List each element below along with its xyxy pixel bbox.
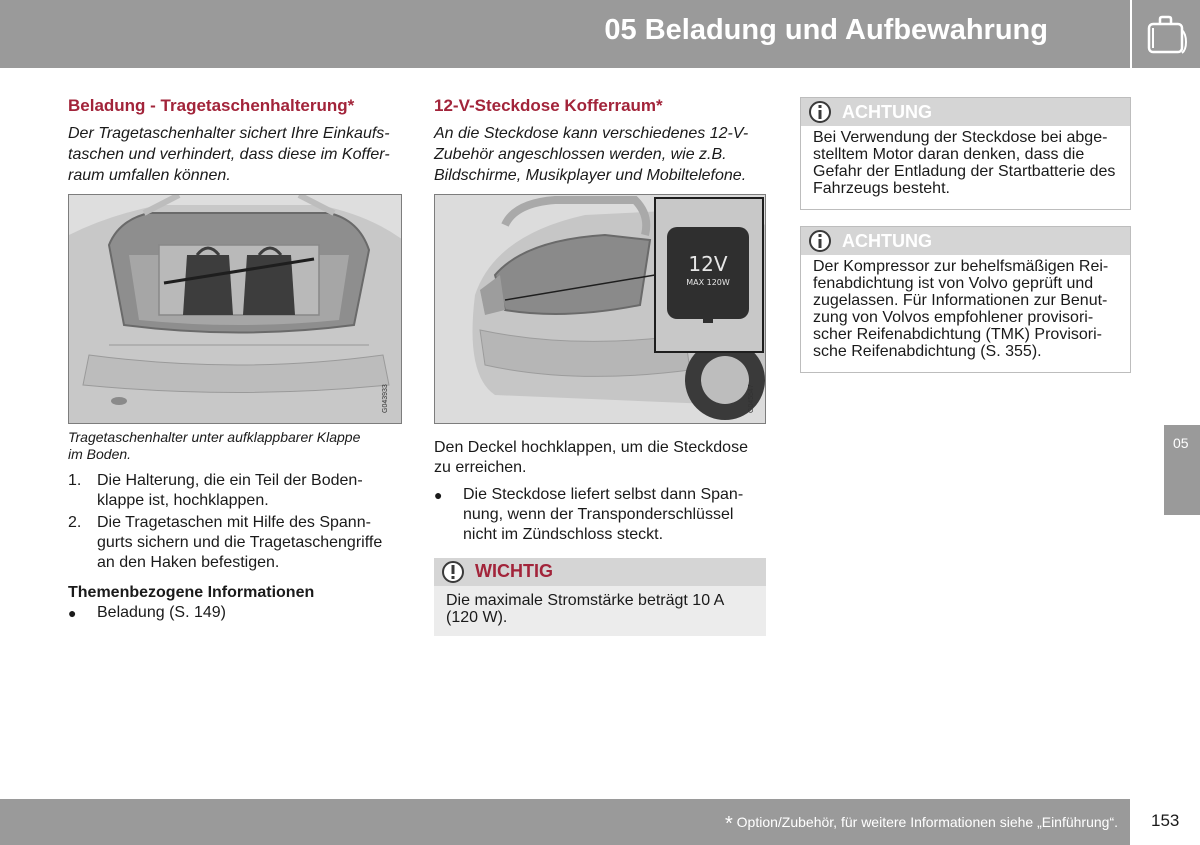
caution-label: ACHTUNG [842, 102, 932, 122]
caution-line: zugelassen. Für Informationen zur Benut- [813, 292, 1108, 309]
intro-line: taschen und verhindert, dass diese im Koffer- [68, 146, 390, 163]
caution-line: Fahrzeugs besteht. [813, 180, 950, 197]
list-item [68, 471, 363, 511]
caution-line: Der Kompressor zur behelfsmäßigen Rei- [813, 258, 1109, 275]
socket-label: 12V [688, 252, 728, 276]
list-line: an den Haken befestigen. [97, 554, 280, 571]
rear-car-illustration [435, 195, 766, 424]
list-number: 1. [68, 472, 82, 489]
caution-line: Bei Verwendung der Steckdose bei abge- [813, 129, 1108, 146]
intro-line: An die Steckdose kann verschiedenes 12-V- [434, 125, 749, 142]
caution-body [801, 255, 1130, 368]
list-line: Die Tragetaschen mit Hilfe des Spann- [97, 514, 371, 531]
caution-line: scher Reifenabdichtung (TMK) Provisori- [813, 326, 1102, 343]
caution-box-header [801, 98, 1130, 126]
list-item [68, 513, 382, 573]
caution-box [800, 226, 1131, 373]
caution-line: zung von Volvos empfohlener provisori- [813, 309, 1094, 326]
intro-line: raum umfallen können. [68, 167, 231, 184]
section-heading-bag-holder: Beladung - Tragetaschenhalterung* [68, 96, 355, 115]
list-line: Die Steckdose liefert selbst dann Span- [463, 486, 744, 503]
section-intro [434, 123, 748, 186]
related-link-item[interactable] [68, 603, 226, 623]
list-item [434, 485, 743, 545]
info-icon [807, 100, 833, 124]
caution-box [800, 97, 1131, 210]
caption-line: im Boden. [68, 446, 132, 462]
list-number: 2. [68, 514, 82, 531]
bag-holder-illustration [68, 194, 402, 424]
footnote-text: Option/Zubehör, für weitere Informationen siehe „Einführung“. [732, 814, 1118, 830]
figure-code: G045547 [748, 384, 755, 413]
warning-body [434, 586, 766, 634]
info-icon [807, 229, 833, 253]
section-intro [68, 123, 390, 186]
text-line: Den Deckel hochklappen, um die Steckdose [434, 439, 748, 456]
footnote-star: * [724, 813, 733, 835]
warning-box [434, 558, 766, 636]
page-footer [0, 799, 1130, 845]
page-header [0, 0, 1130, 68]
page-number: 153 [1151, 811, 1180, 830]
intro-line: Zubehör angeschlossen werden, wie z.B. [434, 146, 727, 163]
text-line: zu erreichen. [434, 459, 527, 476]
warning-label: WICHTIG [475, 561, 553, 581]
caution-line: stelltem Motor daran denken, dass die [813, 146, 1085, 163]
related-heading: Themenbezogene Informationen [68, 584, 315, 601]
caution-line: Gefahr der Entladung der Startbatterie des [813, 163, 1116, 180]
warning-line: Die maximale Stromstärke beträgt 10 A [446, 592, 725, 609]
chapter-icon-box [1132, 0, 1200, 68]
list-line: klappe ist, hochklappen. [97, 492, 269, 509]
page-number-box [1132, 799, 1200, 845]
socket-illustration [434, 194, 766, 424]
exclamation-icon [440, 560, 466, 584]
caution-box-header [801, 227, 1130, 255]
caption-line: Tragetaschenhalter unter aufklappbarer Klappe [68, 429, 361, 445]
list-line: nung, wenn der Transponderschlüssel [463, 506, 734, 523]
chapter-tab[interactable] [1164, 425, 1200, 515]
suitcase-icon [1144, 12, 1188, 56]
list-line: nicht im Zündschloss steckt. [463, 526, 664, 543]
bullet-icon: ● [68, 605, 77, 621]
related-link[interactable]: Beladung (S. 149) [97, 604, 226, 621]
caution-label: ACHTUNG [842, 231, 932, 251]
caution-line: sche Reifenabdichtung (S. 355). [813, 343, 1042, 360]
list-line: Die Halterung, die ein Teil der Boden- [97, 472, 363, 489]
chapter-title: 05 Beladung und Aufbewahrung [604, 14, 1048, 46]
figure-code: G043933 [382, 384, 389, 413]
figure-caption [68, 429, 360, 463]
warning-box-header [434, 558, 766, 586]
intro-line: Der Tragetaschenhalter sichert Ihre Einkaufs- [68, 125, 390, 142]
chapter-tab-label: 05 [1173, 435, 1189, 451]
socket-instruction [434, 438, 748, 478]
footnote [725, 813, 1118, 836]
bullet-icon: ● [434, 487, 443, 503]
caution-body [801, 126, 1130, 205]
socket-rating: MAX 120W [686, 278, 730, 287]
section-heading-socket: 12-V-Steckdose Kofferraum* [434, 96, 663, 115]
trunk-illustration [69, 195, 402, 424]
list-line: gurts sichern und die Tragetaschengriffe [97, 534, 383, 551]
caution-line: fenabdichtung ist von Volvo geprüft und [813, 275, 1094, 292]
warning-line: (120 W). [446, 609, 508, 626]
intro-line: Bildschirme, Musikplayer und Mobiltelefone. [434, 167, 747, 184]
